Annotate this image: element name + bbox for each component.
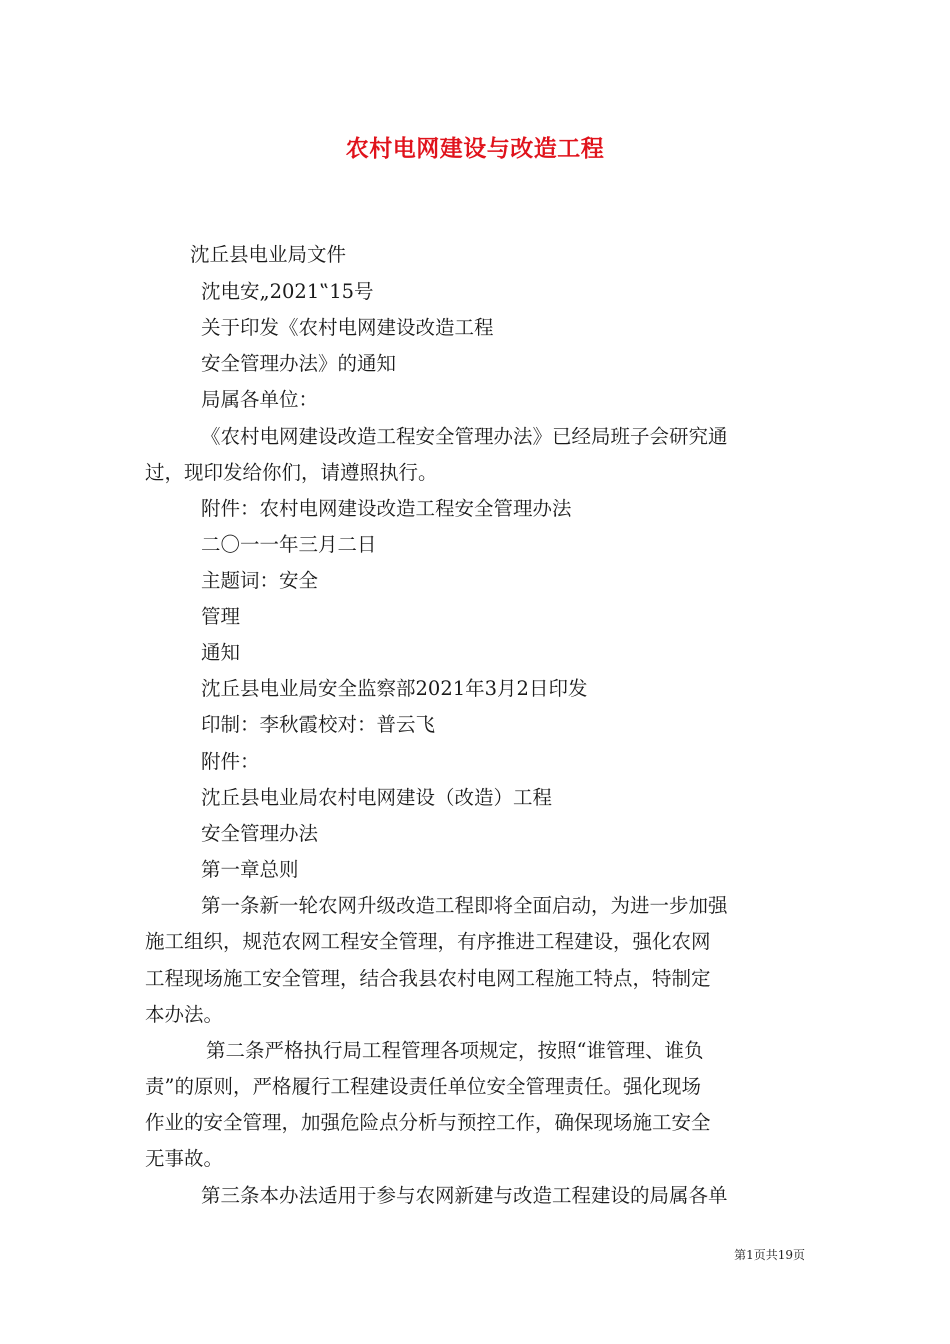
text-line: 局属各单位： <box>201 388 319 411</box>
text-line: 过，现印发给你们，请遵照执行。 <box>145 461 438 484</box>
text-line: 附件：农村电网建设改造工程安全管理办法 <box>201 497 572 520</box>
text-line: 印制：李秋霞校对：普云飞 <box>201 713 436 736</box>
text-line: 第二条严格执行局工程管理各项规定，按照“谁管理、谁负 <box>206 1039 704 1062</box>
text-line: 主题词：安全 <box>201 569 319 592</box>
page-number-footer: 第1页共19页 <box>734 1248 805 1262</box>
text-line: 施工组织，规范农网工程安全管理，有序推进工程建设，强化农网 <box>145 930 711 953</box>
text-line: 《农村电网建设改造工程安全管理办法》已经局班子会研究通 <box>201 425 728 448</box>
text-line: 责”的原则，严格履行工程建设责任单位安全管理责任。强化现场 <box>145 1075 701 1098</box>
text-line: 沈丘县电业局农村电网建设（改造）工程 <box>201 786 553 809</box>
text-line: 本办法。 <box>145 1003 224 1026</box>
text-line: 无事故。 <box>145 1147 224 1170</box>
text-line: 沈丘县电业局文件 <box>190 243 347 266</box>
text-line: 关于印发《农村电网建设改造工程 <box>201 316 494 339</box>
text-line: 工程现场施工安全管理，结合我县农村电网工程施工特点，特制定 <box>145 967 711 990</box>
text-line: 附件： <box>201 750 260 773</box>
text-line: 第一条新一轮农网升级改造工程即将全面启动，为进一步加强 <box>201 894 728 917</box>
text-line: 作业的安全管理，加强危险点分析与预控工作，确保现场施工安全 <box>145 1111 711 1134</box>
text-line: 第三条本办法适用于参与农网新建与改造工程建设的局属各单 <box>201 1184 728 1207</box>
text-line: 安全管理办法 <box>201 822 319 845</box>
document-title: 农村电网建设与改造工程 <box>345 135 605 162</box>
text-line: 安全管理办法》的通知 <box>201 352 397 375</box>
text-line: 沈丘县电业局安全监察部2021年3月2日印发 <box>201 677 588 700</box>
text-line: 管理 <box>201 605 241 628</box>
text-line: 第一章总则 <box>201 858 299 881</box>
text-line: 二〇一一年三月二日 <box>201 533 377 556</box>
text-line: 通知 <box>201 641 241 664</box>
text-line: 沈电安„2021‟15号 <box>201 280 374 303</box>
